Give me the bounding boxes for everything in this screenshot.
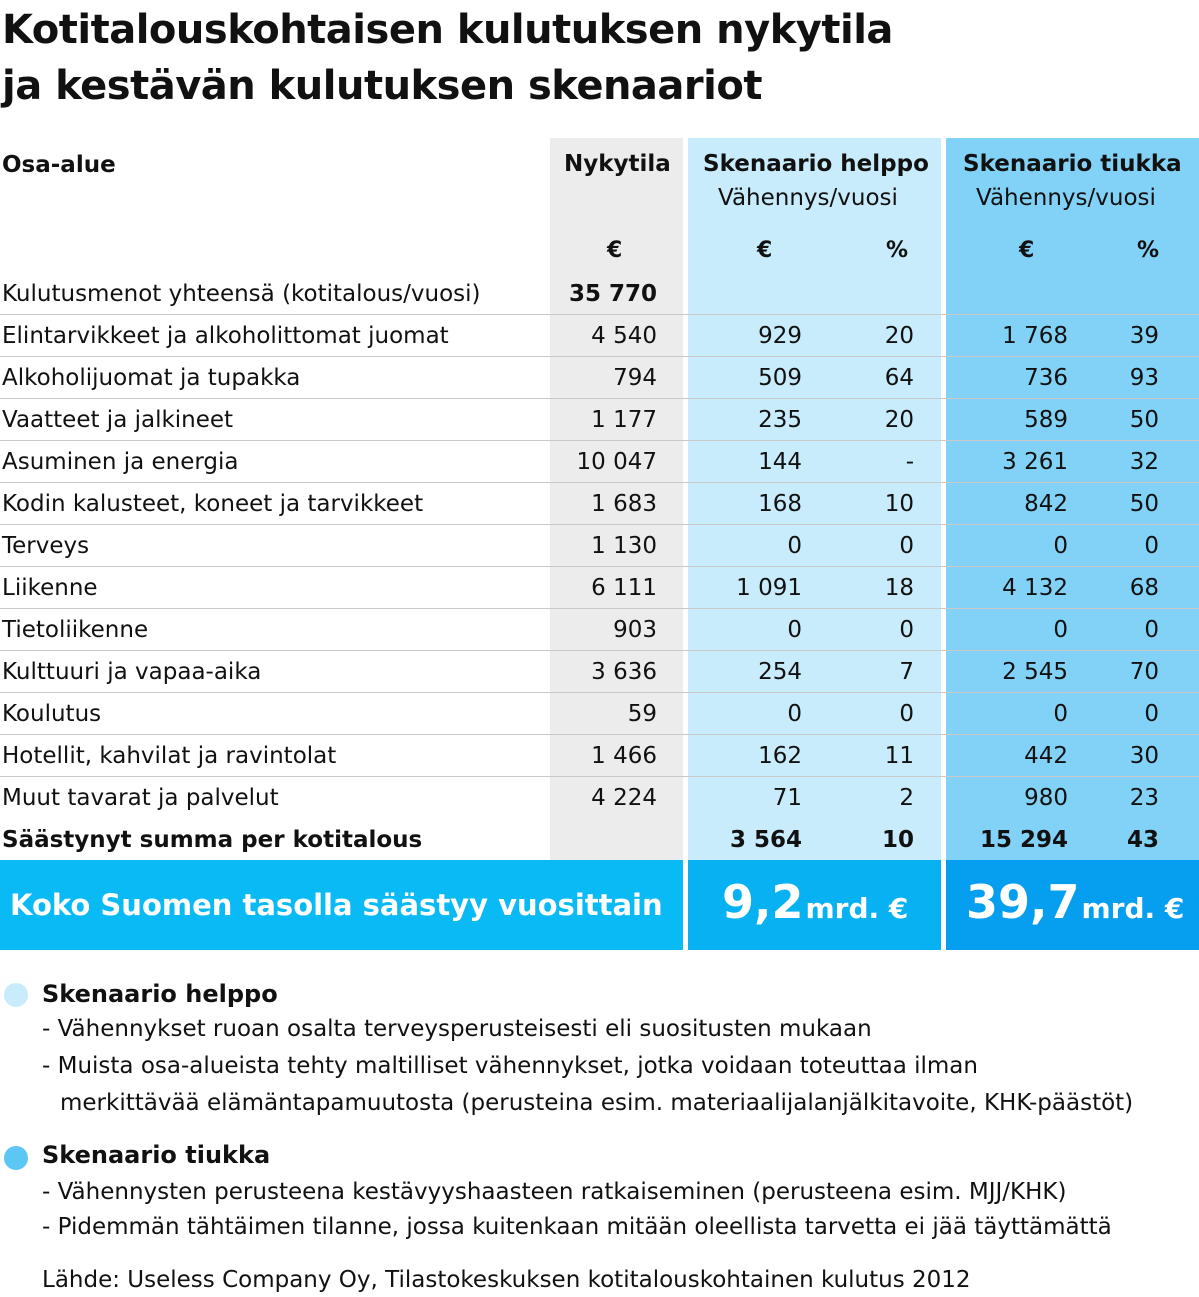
cell-current: 10 047 <box>576 449 657 475</box>
cell-tiukka-euro: 589 <box>1024 407 1068 433</box>
chart-title-line1: Kotitalouskohtaisen kulutuksen nykytila <box>2 7 893 53</box>
cell-tiukka-euro: 3 261 <box>1002 449 1068 475</box>
cell-helppo-percent: 20 <box>884 407 914 433</box>
cell-current: 1 683 <box>591 491 657 517</box>
legend-tiukka-line: - Vähennysten perusteena kestävyyshaasteen ratkaiseminen (perusteena esim. MJJ/KHK) <box>42 1179 1067 1205</box>
cell-tiukka-percent: 30 <box>1129 743 1159 769</box>
table-row <box>0 483 1199 525</box>
unit-current: € <box>607 238 623 263</box>
cell-label: Kulttuuri ja vapaa-aika <box>2 659 262 685</box>
table-row <box>0 567 1199 609</box>
table-row <box>0 273 1199 315</box>
total-helppo-value: 9,2 <box>722 875 804 929</box>
cell-tiukka-percent: 70 <box>1129 659 1159 685</box>
cell-label: Säästynyt summa per kotitalous <box>2 827 423 853</box>
cell-label: Terveys <box>2 533 90 559</box>
cell-helppo-euro: 0 <box>787 701 802 727</box>
cell-helppo-euro: 168 <box>758 491 802 517</box>
table-row <box>0 693 1199 735</box>
cell-helppo-percent: 0 <box>899 533 914 559</box>
cell-helppo-euro: 144 <box>758 449 802 475</box>
table-row <box>0 315 1199 357</box>
legend-helppo-line: merkittävää elämäntapamuutosta (perusteina esim. materiaalijalanjälkitavoite, KHK-päästöt) <box>60 1090 1134 1116</box>
cell-tiukka-euro: 1 768 <box>1002 323 1068 349</box>
cell-label: Liikenne <box>2 575 98 601</box>
cell-current: 35 770 <box>568 281 657 307</box>
cell-tiukka-euro: 442 <box>1024 743 1068 769</box>
cell-current: 794 <box>613 365 657 391</box>
table-row <box>0 819 1199 861</box>
legend-helppo-line: - Vähennykset ruoan osalta terveysperusteisesti eli suositusten mukaan <box>42 1016 872 1042</box>
cell-current: 4 540 <box>591 323 657 349</box>
cell-current: 903 <box>613 617 657 643</box>
cell-helppo-euro: 0 <box>787 617 802 643</box>
cell-tiukka-percent: 43 <box>1126 827 1159 853</box>
cell-current: 59 <box>627 701 657 727</box>
cell-tiukka-percent: 68 <box>1129 575 1159 601</box>
cell-helppo-percent: 7 <box>899 659 914 685</box>
cell-helppo-euro: 3 564 <box>729 827 802 853</box>
cell-helppo-percent: 0 <box>899 617 914 643</box>
cell-label: Muut tavarat ja palvelut <box>2 785 279 811</box>
cell-helppo-percent: 18 <box>884 575 914 601</box>
cell-label: Vaatteet ja jalkineet <box>2 407 234 433</box>
cell-tiukka-euro: 842 <box>1024 491 1068 517</box>
cell-tiukka-percent: 23 <box>1129 785 1159 811</box>
header-current: Nykytila <box>564 151 671 177</box>
legend-helppo-dot-icon <box>4 983 28 1007</box>
cell-label: Asuminen ja energia <box>2 449 239 475</box>
table-row <box>0 357 1199 399</box>
table-row <box>0 651 1199 693</box>
total-helppo <box>722 875 908 929</box>
cell-helppo-percent: 2 <box>899 785 914 811</box>
header-tiukka-sub: Vähennys/vuosi <box>976 185 1156 211</box>
cell-tiukka-percent: 0 <box>1144 701 1159 727</box>
cell-tiukka-euro: 0 <box>1053 533 1068 559</box>
cell-tiukka-percent: 50 <box>1129 407 1159 433</box>
cell-tiukka-euro: 736 <box>1024 365 1068 391</box>
total-tiukka-unit: mrd. € <box>1081 892 1185 925</box>
cell-helppo-euro: 254 <box>758 659 802 685</box>
table-row <box>0 399 1199 441</box>
legend-helppo-line: - Muista osa-alueista tehty maltilliset vähennykset, jotka voidaan toteuttaa ilman <box>42 1053 978 1079</box>
legend-tiukka-title: Skenaario tiukka <box>42 1141 271 1169</box>
cell-label: Kodin kalusteet, koneet ja tarvikkeet <box>2 491 424 517</box>
cell-helppo-euro: 0 <box>787 533 802 559</box>
header-area: Osa-alue <box>2 152 116 178</box>
cell-helppo-percent: - <box>905 449 914 475</box>
legend-tiukka-dot-icon <box>4 1146 28 1170</box>
cell-current: 1 130 <box>591 533 657 559</box>
legend-tiukka-line: - Pidemmän tähtäimen tilanne, jossa kuitenkaan mitään oleellista tarvetta ei jää täyttämättä <box>42 1214 1112 1240</box>
cell-tiukka-euro: 2 545 <box>1002 659 1068 685</box>
table-row <box>0 735 1199 777</box>
unit-helppo-percent: % <box>886 238 909 263</box>
cell-tiukka-euro: 4 132 <box>1002 575 1068 601</box>
cell-helppo-percent: 20 <box>884 323 914 349</box>
cell-label: Alkoholijuomat ja tupakka <box>2 365 301 391</box>
cell-tiukka-euro: 0 <box>1053 617 1068 643</box>
unit-helppo-euro: € <box>757 238 773 263</box>
cell-label: Kulutusmenot yhteensä (kotitalous/vuosi) <box>2 281 481 307</box>
cell-current: 6 111 <box>591 575 657 601</box>
cell-tiukka-euro: 15 294 <box>979 827 1068 853</box>
table-row <box>0 525 1199 567</box>
cell-helppo-percent: 11 <box>884 743 914 769</box>
cell-tiukka-euro: 0 <box>1053 701 1068 727</box>
cell-helppo-euro: 1 091 <box>736 575 802 601</box>
cell-current: 3 636 <box>591 659 657 685</box>
table-row <box>0 777 1199 819</box>
cell-helppo-euro: 235 <box>758 407 802 433</box>
header-helppo: Skenaario helppo <box>703 151 929 177</box>
cell-helppo-percent: 64 <box>884 365 914 391</box>
cell-helppo-percent: 0 <box>899 701 914 727</box>
cell-label: Hotellit, kahvilat ja ravintolat <box>2 743 337 769</box>
cell-tiukka-percent: 93 <box>1129 365 1159 391</box>
cell-label: Koulutus <box>2 701 102 727</box>
total-band-label: Koko Suomen tasolla säästyy vuosittain <box>10 888 663 922</box>
unit-tiukka-euro: € <box>1019 238 1035 263</box>
header-tiukka: Skenaario tiukka <box>963 151 1182 177</box>
total-helppo-unit: mrd. € <box>805 892 909 925</box>
table-row <box>0 609 1199 651</box>
cell-current: 4 224 <box>591 785 657 811</box>
table-row <box>0 441 1199 483</box>
cell-tiukka-euro: 980 <box>1024 785 1068 811</box>
cell-current: 1 466 <box>591 743 657 769</box>
cell-helppo-percent: 10 <box>881 827 914 853</box>
legend-helppo-title: Skenaario helppo <box>42 980 278 1008</box>
header-helppo-sub: Vähennys/vuosi <box>718 185 898 211</box>
cell-tiukka-percent: 0 <box>1144 533 1159 559</box>
unit-tiukka-percent: % <box>1137 238 1160 263</box>
cell-label: Tietoliikenne <box>2 617 149 643</box>
cell-helppo-percent: 10 <box>884 491 914 517</box>
total-tiukka-value: 39,7 <box>966 875 1080 929</box>
cell-tiukka-percent: 0 <box>1144 617 1159 643</box>
chart-title-line2: ja kestävän kulutuksen skenaariot <box>2 63 762 109</box>
total-tiukka <box>966 875 1184 929</box>
cell-helppo-euro: 162 <box>758 743 802 769</box>
cell-helppo-euro: 929 <box>758 323 802 349</box>
cell-label: Elintarvikkeet ja alkoholittomat juomat <box>2 323 449 349</box>
chart-title <box>2 2 893 114</box>
cell-tiukka-percent: 32 <box>1129 449 1159 475</box>
cell-helppo-euro: 509 <box>758 365 802 391</box>
cell-tiukka-percent: 50 <box>1129 491 1159 517</box>
cell-current: 1 177 <box>591 407 657 433</box>
cell-helppo-euro: 71 <box>772 785 802 811</box>
cell-tiukka-percent: 39 <box>1129 323 1159 349</box>
source-note: Lähde: Useless Company Oy, Tilastokeskuksen kotitalouskohtainen kulutus 2012 <box>42 1267 971 1293</box>
